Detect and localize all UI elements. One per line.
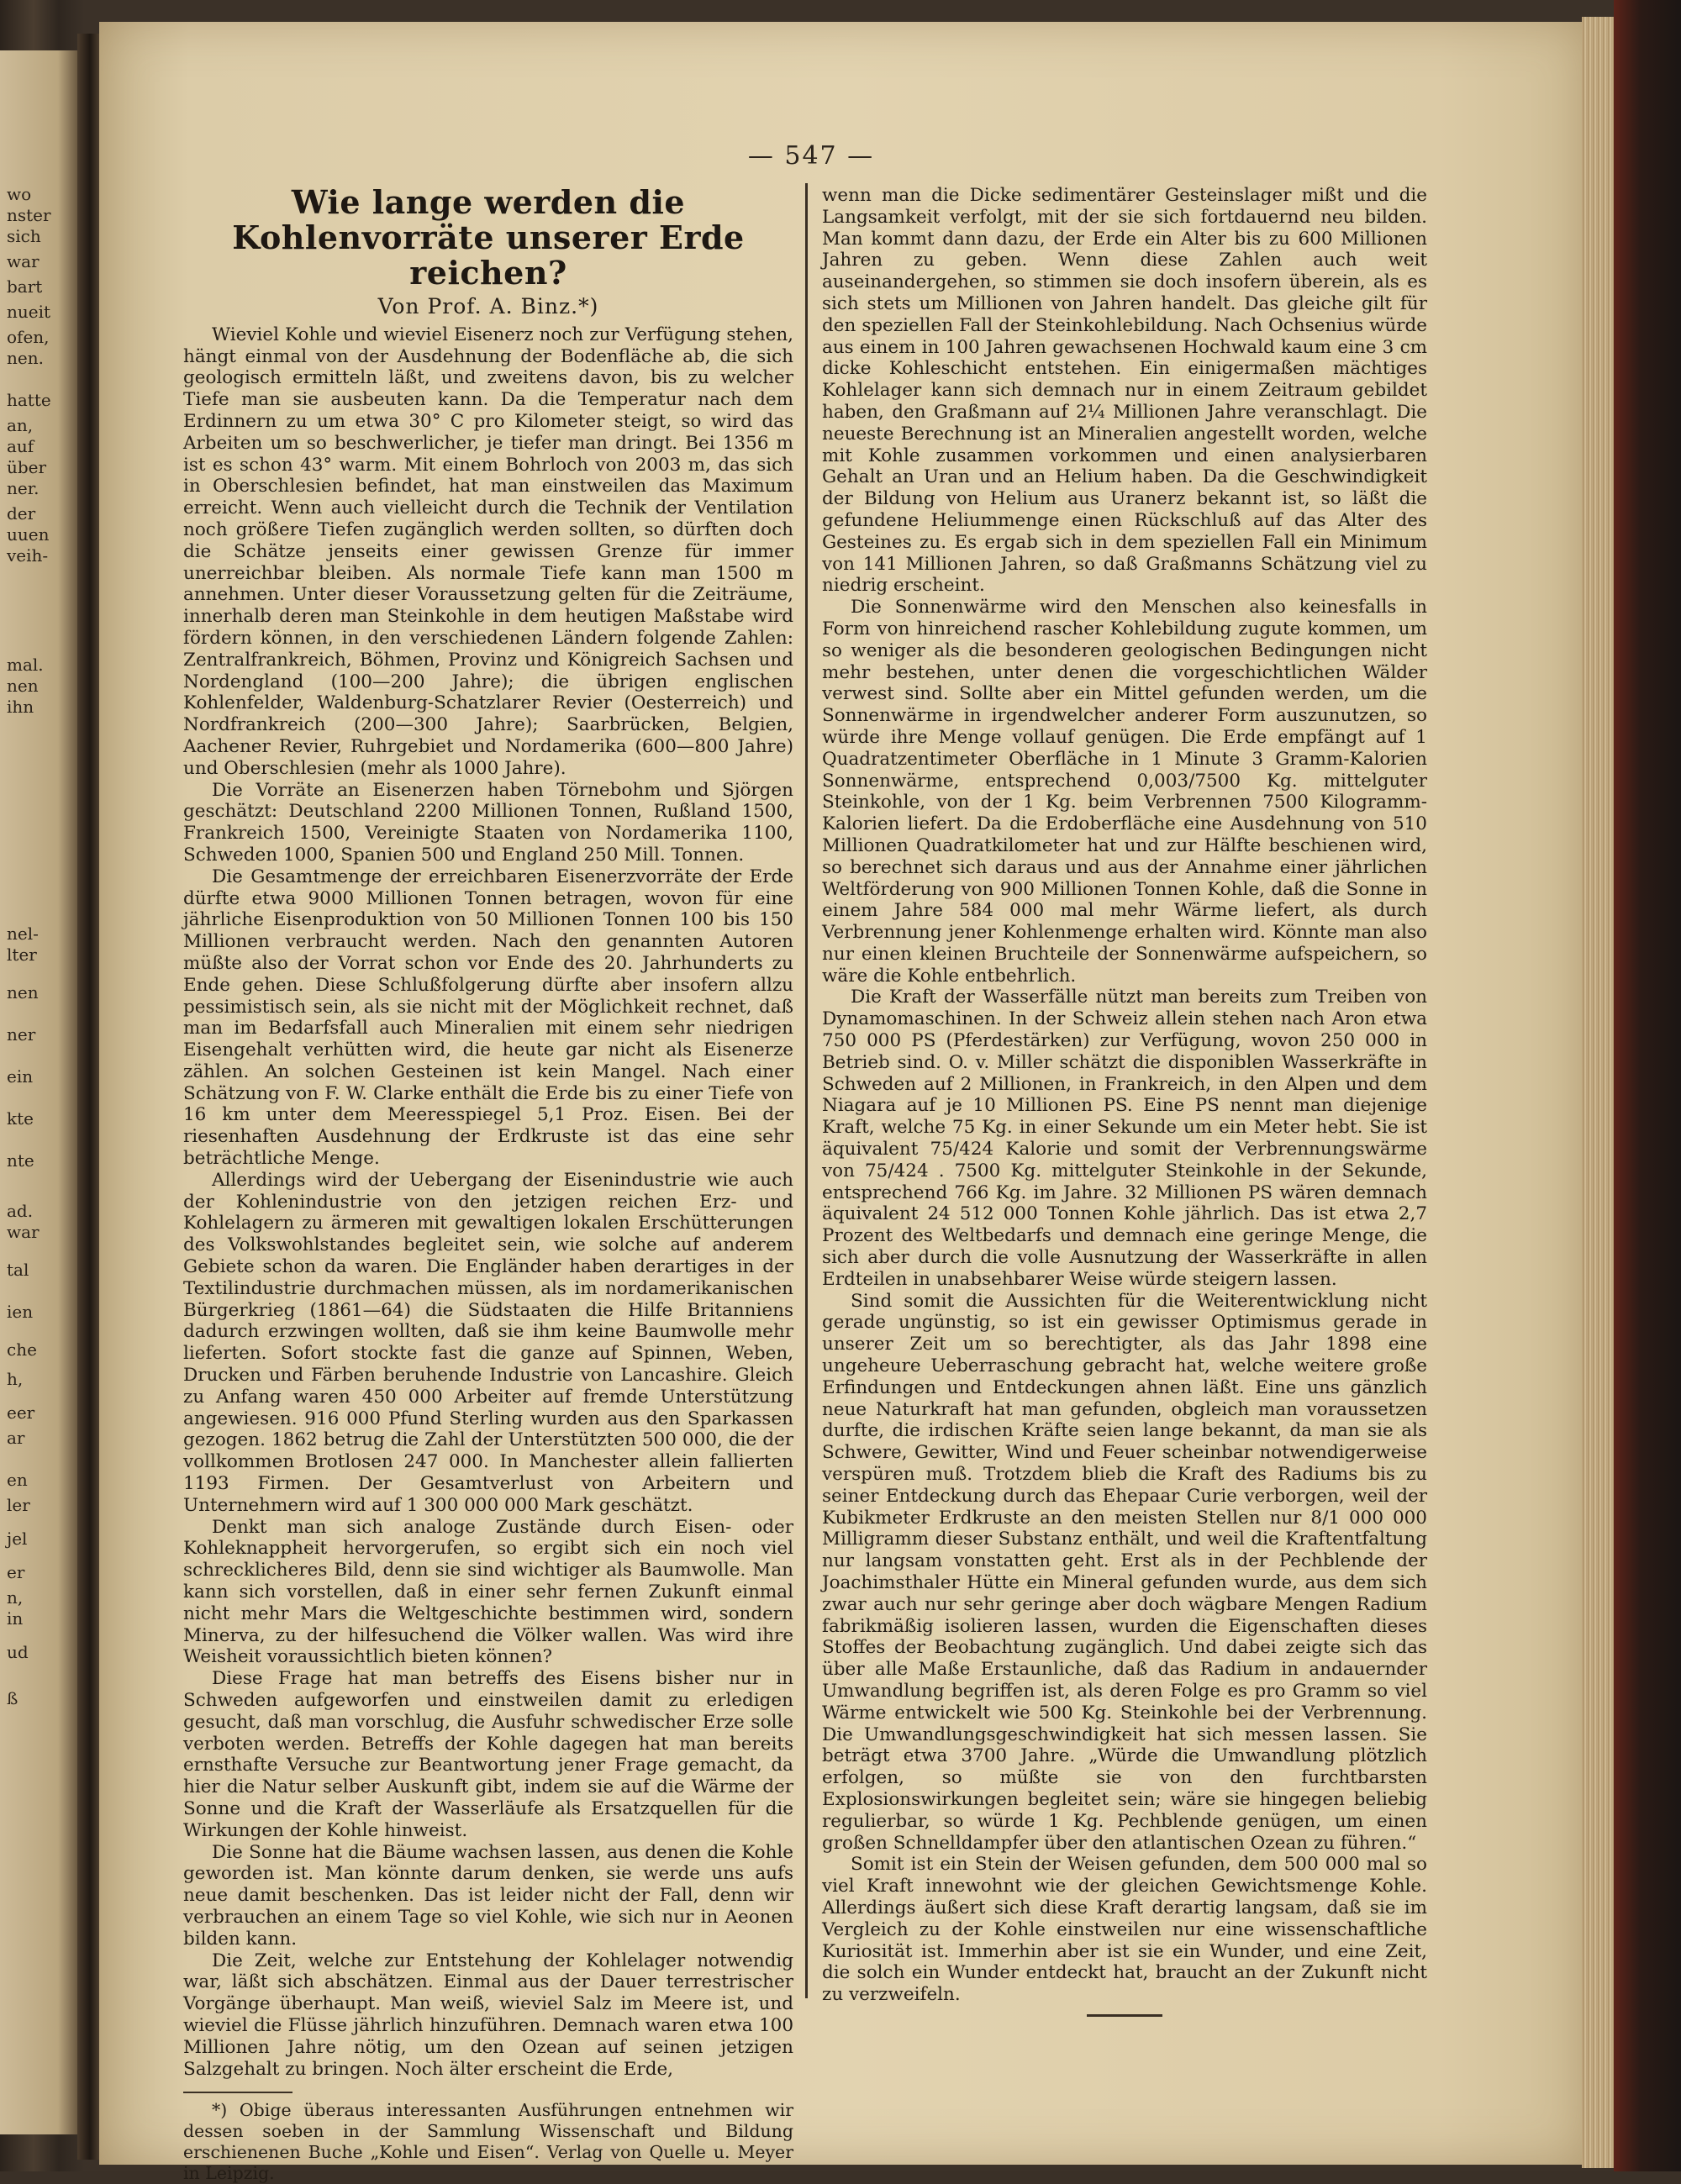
end-rule bbox=[1087, 2014, 1162, 2017]
left-margin-fragment: nueit bbox=[7, 302, 51, 322]
left-margin-fragment: ler bbox=[7, 1495, 30, 1515]
paragraph: Die Zeit, welche zur Entstehung der Kohlelager notwendig war, läßt sich abschätzen. Einmal aus der Dauer terrestrischer Vorgänge überhaupt. Man weiß, wieviel Salz im Meere ist, und wieviel die Flüsse jährlich hinzuführen. Demnach waren etwa 100 Millionen Jahre nötig, um den Ozean auf seinen jetzigen Salzgehalt zu bringen. Noch älter erscheint die Erde, bbox=[183, 1950, 793, 2080]
left-margin-fragment: ud bbox=[7, 1642, 29, 1662]
left-margin-fragment: war bbox=[7, 1222, 40, 1242]
left-margin-fragment: mal. bbox=[7, 655, 44, 675]
left-margin-fragment: hatte bbox=[7, 390, 51, 410]
left-margin-fragment: nster bbox=[7, 205, 51, 225]
article-title: Wie lange werden die Kohlenvorräte unserer Erde reichen? bbox=[232, 183, 745, 292]
left-margin-fragment: ad. bbox=[7, 1201, 34, 1221]
left-margin-fragment: ar bbox=[7, 1428, 25, 1448]
left-margin-fragment: war bbox=[7, 251, 40, 271]
left-margin-fragment: der bbox=[7, 503, 36, 524]
paragraph: Wieviel Kohle und wieviel Eisenerz noch zur Verfügung stehen, hängt einmal von der Ausdehnung der Bodenfläche ab, die sich geologisch ermitteln läßt, und zweitens davon, bis zu welcher Tiefe man sie ausbeuten kann. Da die Temperatur nach dem Erdinnern zu um etwa 30° C pro Kilometer steigt, so wird das Arbeiten um so beschwerlicher, je tiefer man dringt. Bei 1356 m ist es schon 43° warm. Mit einem Bohrloch von 2003 m, das sich in Oberschlesien befindet, hat man einstweilen das Maximum erreicht. Wenn auch vielleicht durch die Technik der Ventilation noch größere Tiefen zugänglich werden sollten, so dürften doch die Schätze jenseits einer gewissen Grenze für immer unerreichbar bleiben. Als normale Tiefe kann man 1500 m annehmen. Unter dieser Voraussetzung gelten für die Zeiträume, innerhalb deren man Steinkohle in dem heutigen Maßstabe wird fördern können, in den verschiedenen Ländern folgende Zahlen: Zentralfrankreich, Böhmen, Provinz und Königreich Sachsen und Nordengland (100—200 Jahre); die übrigen englischen Kohlenfelder, Waldenburg-Schatzlarer Revier (Oesterreich) und Nordfrankreich (200—300 Jahre); Saarbrücken, Belgien, Aachener Revier, Ruhrgebiet und Nordamerika (600—800 Jahre) und Oberschlesien (mehr als 1000 Jahre). bbox=[183, 324, 793, 779]
left-margin-fragment: nen. bbox=[7, 348, 44, 368]
left-margin-fragment: uuen bbox=[7, 524, 50, 545]
paragraph: Diese Frage hat man betreffs des Eisens bisher nur in Schweden aufgeworfen und einstweilen damit zu erledigen gesucht, daß man vorschlug, die Ausfuhr schwedischer Erze solle verboten werden. Betreffs der Kohle dagegen hat man bereits ernsthafte Versuche zur Beantwortung jener Frage gemacht, da hier die Natur selber Auskunft gibt, indem sie auf die Wärme der Sonne und die Kraft der Wasserläufe als Ersatzquellen für die Wirkungen der Kohle hinweist. bbox=[183, 1668, 793, 1841]
left-margin-fragment: kte bbox=[7, 1108, 34, 1129]
article-author: Von Prof. A. Binz.*) bbox=[377, 294, 599, 318]
left-margin-fragment: n, bbox=[7, 1587, 24, 1608]
left-margin-fragment: ner. bbox=[7, 478, 40, 498]
paragraph: Die Vorräte an Eisenerzen haben Törnebohm und Sjörgen geschätzt: Deutschland 2200 Millionen Tonnen, Rußland 1500, Frankreich 1500, Vereinigte Staaten von Nordamerika 1100, Schweden 1000, Spanien 500 und England 250 Mill. Tonnen. bbox=[183, 779, 793, 866]
left-margin-fragment: ihn bbox=[7, 697, 34, 717]
footnote-rule bbox=[183, 2092, 292, 2093]
left-margin-fragment: ien bbox=[7, 1302, 34, 1322]
paragraph: Die Gesamtmenge der erreichbaren Eisenerzvorräte der Erde dürfte etwa 9000 Millionen Tonnen betragen, wovon für eine jährliche Eisenproduktion von 50 Millionen Tonnen 100 bis 150 Millionen verbraucht werden. Nach den genannten Autoren müßte also der Vorrat schon vor Ende des 20. Jahrhunderts zu Ende gehen. Diese Schlußfolgerung dürfte aber insofern allzu pessimistisch sein, als sie nicht mit der Möglichkeit rechnet, daß man im Bedarfsfall auch Mineralien mit einem sehr niedrigen Eisengehalt verhütten wird, die heute gar nicht als Eisenerze zählen. An solchen Gesteinen ist kein Mangel. Nach einer Schätzung von F. W. Clarke enthält die Erde bis zu einer Tiefe von 16 km unter dem Meeresspiegel 5,1 Proz. Eisen. Bei der riesenhaften Ausdehnung der Erdkruste ist das eine sehr beträchtliche Menge. bbox=[183, 866, 793, 1170]
paragraph: Die Sonnenwärme wird den Menschen also keinesfalls in Form von hinreichend rascher Kohlebildung zugute kommen, um so weniger als die besonderen geologischen Bedingungen nicht mehr bestehen, unter denen die vorgeschichtlichen Wälder verwest sind. Sollte aber ein Mittel gefunden werden, um die Sonnenwärme in irgendwelcher anderer Form auszunutzen, so würde ihre Menge vollauf genügen. Die Erde empfängt auf 1 Quadratzentimeter Oberfläche in 1 Minute 3 Gramm-Kalorien Sonnenwärme, entsprechend 0,003/7500 Kg. mittelguter Steinkohle, von der 1 Kg. beim Verbrennen 7500 Kilogramm-Kalorien liefert. Da die Erdoberfläche eine Ausdehnung von 510 Millionen Quadratkilometer hat und zur Hälfte beschienen wird, so berechnet sich daraus und aus der Annahme einer jährlichen Weltförderung von 900 Millionen Tonnen Kohle, daß die Sonne in einem Jahre 584 000 mal mehr Wärme liefert, als durch Verbrennung jener Kohlenmenge erhalten wird. Könnte man also nur einen kleinen Bruchteile der Sonnenwärme aufspeichern, so wäre die Kohle entbehrlich. bbox=[822, 597, 1427, 987]
left-margin-fragment: in bbox=[7, 1608, 24, 1629]
book-cover-edge bbox=[1614, 0, 1681, 2171]
paragraph: Somit ist ein Stein der Weisen gefunden, dem 500 000 mal so viel Kraft innewohnt wie der gleichen Gewichtsmenge Kohle. Allerdings äußert sich diese Kraft derartig langsam, daß sie im Vergleich zu der Kohle einstweilen nur eine wissenschaftliche Kuriosität ist. Immerhin aber ist sie ein Wunder, und eine Zeit, die solch ein Wunder entdeckt hat, braucht an der Zukunft nicht zu verzweifeln. bbox=[822, 1854, 1427, 2006]
left-margin-fragment: jel bbox=[7, 1529, 28, 1549]
left-column bbox=[183, 185, 793, 2184]
paragraph: Die Kraft der Wasserfälle nützt man bereits zum Treiben von Dynamomaschinen. In der Schweiz allein stehen nach Aron etwa 750 000 PS (Pferdestärken) zur Verfügung, wovon 250 000 in Betrieb sind. O. v. Miller schätzt die disponiblen Wasserkräfte in Schweden auf 2 Millionen, in Frankreich, in den Alpen und dem Niagara auf je 10 Millionen PS. Eine PS nennt man diejenige Kraft, welche 75 Kg. in einer Sekunde um ein Meter hebt. Sie ist äquivalent 75/424 Kalorie und somit der Verbrennungswärme von 75/424 . 7500 Kg. mittelguter Steinkohle in der Sekunde, entsprechend 766 Kg. im Jahre. 32 Millionen PS wären demnach äquivalent 24 512 000 Tonnen Kohle jährlich. Das ist etwa 2,7 Prozent des Weltbedarfs und demnach eine geringe Menge, die sich aber durch die volle Ausnutzung der Wasserkräfte in allen Erdteilen in unabsehbarer Weise würde steigern lassen. bbox=[822, 987, 1427, 1290]
left-margin-fragment: sich bbox=[7, 226, 41, 246]
left-margin-fragment: h, bbox=[7, 1369, 24, 1389]
left-margin-fragment: auf bbox=[7, 436, 34, 456]
left-margin-fragment: en bbox=[7, 1470, 28, 1490]
left-margin-fragment: veih- bbox=[7, 545, 49, 566]
page-number: — 547 — bbox=[747, 141, 875, 171]
left-margin-fragment: ofen, bbox=[7, 327, 50, 347]
left-margin-fragment: eer bbox=[7, 1402, 35, 1423]
right-column bbox=[822, 185, 1427, 2017]
left-margin-fragment: ß bbox=[7, 1688, 18, 1708]
left-margin-fragment: ner bbox=[7, 1024, 36, 1045]
left-margin-fragment: er bbox=[7, 1562, 25, 1582]
column-divider bbox=[805, 183, 808, 1998]
left-margin-fragment: über bbox=[7, 457, 47, 477]
paragraph: wenn man die Dicke sedimentärer Gesteinslager mißt und die Langsamkeit verfolgt, mit der sie sich fortdauernd neu bilden. Man kommt dann dazu, der Erde ein Alter bis zu 600 Millionen Jahren zu geben. Wenn diese Zahlen auch weit auseinandergehen, so stimmen sie doch insofern überein, als es sich stets um Millionen von Jahren handelt. Das gleiche gilt für den speziellen Fall der Steinkohlebildung. Nach Ochsenius würde aus einem in 100 Jahren gewachsenen Hochwald kaum eine 3 cm dicke Kohleschicht entstehen. Ein einigermaßen mächtiges Kohlelager kann sich demnach nur in einem Zeitraum gebildet haben, den Graßmann auf 2¼ Millionen Jahre veranschlagt. Die neueste Berechnung ist an Mineralien angestellt worden, welche mit Kohle zusammen vorkommen und einen analysierbaren Gehalt an Uran und an Helium haben. Da die Geschwindigkeit der Bildung von Helium aus Uranerz bekannt ist, so läßt die gefundene Heliummenge einen Rückschluß auf das Alter des Gesteines zu. Es ergab sich in dem speziellen Fall ein Minimum von 141 Millionen Jahren, so daß Graßmanns Schätzung viel zu niedrig erscheint. bbox=[822, 185, 1427, 597]
left-margin-fragment: an, bbox=[7, 415, 34, 435]
paragraph: Denkt man sich analoge Zustände durch Eisen- oder Kohleknappheit hervorgerufen, so ergibt sich ein noch viel schrecklicheres Bild, denn sie sind wichtiger als Baumwolle. Man kann sich vorstellen, daß in einer sehr fernen Zukunft einmal nicht mehr Mars die Weltgeschichte bestimmen wird, sondern Minerva, zu der hilfesuchend die Völker wallen. Was wird ihre Weisheit voraussichtlich bieten können? bbox=[183, 1516, 793, 1668]
left-margin-fragment: nte bbox=[7, 1150, 34, 1171]
left-margin-fragment: tal bbox=[7, 1260, 29, 1280]
paragraph: Die Sonne hat die Bäume wachsen lassen, aus denen die Kohle geworden ist. Man könnte darum denken, sie werde uns aufs neue damit beschenken. Das ist leider nicht der Fall, denn wir verbrauchen an einem Tage so viel Kohle, wie sich nur in Aeonen bilden kann. bbox=[183, 1841, 793, 1950]
page-block-edge bbox=[1582, 17, 1615, 2168]
previous-page-edge bbox=[0, 50, 77, 2134]
paragraph: Allerdings wird der Uebergang der Eisenindustrie wie auch der Kohlenindustrie von den jetzigen reichen Erz- und Kohlelagern zu ärmeren mit gewaltigen lokalen Erschütterungen des Volkswohlstandes begleitet sein, wie solche auf anderem Gebiete schon da waren. Die Engländer haben derartiges in der Textilindustrie durchmachen müssen, als im nordamerikanischen Bürgerkrieg (1861—64) die Südstaaten die Hilfe Britanniens dadurch erzwingen wollten, daß sie ihm keine Baumwolle mehr lieferten. Sofort stockte fast die ganze auf Spinnen, Weben, Drucken und Färben beruhende Industrie von Lancashire. Gleich zu Anfang waren 450 000 Arbeiter auf fremde Unterstützung angewiesen. 916 000 Pfund Sterling wurden aus den Sparkassen gezogen. 1862 betrug die Zahl der Unterstützten 500 000, die der vollkommen Brotlosen 247 000. In Manchester allein fallierten 1193 Firmen. Der Gesamtverlust von Arbeitern und Unternehmern wird auf 1 300 000 000 Mark geschätzt. bbox=[183, 1169, 793, 1516]
left-margin-fragment: nen bbox=[7, 982, 39, 1003]
left-margin-fragment: nel- bbox=[7, 924, 39, 944]
left-margin-fragment: bart bbox=[7, 276, 43, 297]
left-margin-fragment: lter bbox=[7, 945, 37, 965]
footnote: *) Obige überaus interessanten Ausführungen entnehmen wir dessen soeben in der Sammlung Wissenschaft und Bildung erschienenen Buche „Kohle und Eisen“. Verlag von Quelle u. Meyer in Leipzig. bbox=[183, 2100, 793, 2184]
left-margin-fragment: ein bbox=[7, 1066, 34, 1087]
left-margin-fragment: wo bbox=[7, 184, 32, 204]
left-margin-fragment: che bbox=[7, 1339, 37, 1360]
paragraph: Sind somit die Aussichten für die Weiterentwicklung nicht gerade ungünstig, so ist ein gewisser Optimismus gerade in unserer Zeit um so berechtigter, als das Jahr 1898 eine ungeheure Ueberraschung gebracht hat, welche weitere große Erfindungen und Entdeckungen ahnen läßt. Eine uns gänzlich neue Naturkraft hat man gefunden, obgleich man voraussetzen durfte, die irdischen Kräfte seien lange bekannt, da man sie als Schwere, Gewitter, Wind und Feuer scheinbar notwendigerweise verspüren muß. Trotzdem blieb die Kraft des Radiums bis zu seiner Entdeckung durch das Ehepaar Curie verborgen, weil der Kubikmeter Erdkruste an den meisten Stellen nur 8/1 000 000 Milligramm dieser Substanz enthält, und weil die Kraftentfaltung nur langsam vonstatten geht. Erst als in der Pechblende der Joachimsthaler Hütte ein Mineral gefunden wurde, aus dem sich zwar auch nur sehr geringe aber doch wägbare Mengen Radium fabrikmäßig isolieren lassen, wurden die Eigenschaften dieses Stoffes der Beobachtung zugänglich. Und dabei zeigte sich das über alle Maße Erstaunliche, daß das Radium in andauernder Umwandlung begriffen ist, als deren Folge es pro Gramm so viel Wärme entwickelt wie 500 Kg. Steinkohle bei der Verbrennung. Die Umwandlungsgeschwindigkeit hat sich messen lassen. Sie beträgt etwa 3700 Jahre. „Würde die Umwandlung plötzlich erfolgen, so müßte sie von den furchtbarsten Explosionswirkungen begleitet sein; wäre sie hingegen beliebig regulierbar, so würde 1 Kg. Pechblende genügen, um einen großen Schnelldampfer über den atlantischen Ozean zu führen.“ bbox=[822, 1290, 1427, 1854]
left-margin-fragment: nen bbox=[7, 676, 39, 696]
